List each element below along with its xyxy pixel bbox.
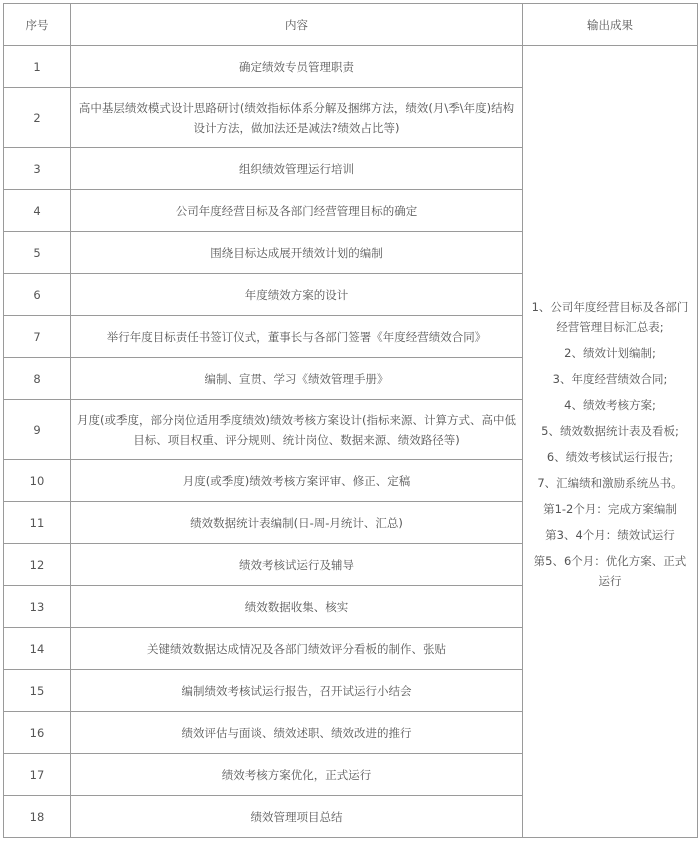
table-row	[4, 46, 698, 88]
row-number: 6	[4, 274, 71, 316]
row-content: 月度(或季度，部分岗位适用季度绩效)绩效考核方案设计(指标来源、计算方式、高中低目标、项目权重、评分规则、统计岗位、数据来源、绩效路径等)	[71, 400, 523, 460]
row-number: 9	[4, 400, 71, 460]
row-content: 编制绩效考核试运行报告，召开试运行小结会	[71, 670, 523, 712]
row-number: 16	[4, 712, 71, 754]
row-content: 编制、宣贯、学习《绩效管理手册》	[71, 358, 523, 400]
row-number: 12	[4, 544, 71, 586]
row-number: 8	[4, 358, 71, 400]
row-number: 18	[4, 796, 71, 838]
table-header-row	[4, 4, 698, 46]
row-number: 4	[4, 190, 71, 232]
row-content: 绩效管理项目总结	[71, 796, 523, 838]
output-line: 2、绩效计划编制;	[564, 345, 656, 360]
row-content: 举行年度目标责任书签订仪式，董事长与各部门签署《年度经营绩效合同》	[71, 316, 523, 358]
header-no: 序号	[4, 4, 71, 46]
output-line: 5、绩效数据统计表及看板;	[541, 423, 679, 438]
row-number: 3	[4, 148, 71, 190]
row-number: 17	[4, 754, 71, 796]
row-content: 公司年度经营目标及各部门经营管理目标的确定	[71, 190, 523, 232]
row-number: 15	[4, 670, 71, 712]
output-line: 7、汇编绩和激励系统丛书。	[537, 475, 683, 490]
row-content: 绩效评估与面谈、绩效述职、绩效改进的推行	[71, 712, 523, 754]
row-number: 11	[4, 502, 71, 544]
row-content: 绩效考核方案优化，正式运行	[71, 754, 523, 796]
output-line: 1、公司年度经营目标及各部门经营管理目标汇总表;	[531, 299, 689, 334]
output-results-cell	[523, 46, 698, 838]
row-number: 14	[4, 628, 71, 670]
row-content: 关键绩效数据达成情况及各部门绩效评分看板的制作、张贴	[71, 628, 523, 670]
row-content: 绩效数据收集、核实	[71, 586, 523, 628]
row-content: 围绕目标达成展开绩效计划的编制	[71, 232, 523, 274]
row-number: 5	[4, 232, 71, 274]
output-line: 3、年度经营绩效合同;	[552, 371, 668, 386]
output-line: 4、绩效考核方案;	[564, 397, 656, 412]
row-content: 月度(或季度)绩效考核方案评审、修正、定稿	[71, 460, 523, 502]
output-line: 第5、6个月：优化方案、正式运行	[533, 553, 687, 588]
row-content: 绩效考核试运行及辅导	[71, 544, 523, 586]
header-content: 内容	[71, 4, 523, 46]
row-number: 1	[4, 46, 71, 88]
output-line: 6、绩效考核试运行报告;	[546, 449, 674, 464]
row-content: 年度绩效方案的设计	[71, 274, 523, 316]
row-content: 高中基层绩效模式设计思路研讨(绩效指标体系分解及捆绑方法，绩效(月\季\年度)结构设计方法，做加法还是减法?绩效占比等)	[71, 88, 523, 148]
output-line: 第3、4个月：绩效试运行	[545, 527, 675, 542]
row-content: 组织绩效管理运行培训	[71, 148, 523, 190]
row-number: 10	[4, 460, 71, 502]
row-content: 确定绩效专员管理职责	[71, 46, 523, 88]
output-line: 第1-2个月：完成方案编制	[543, 501, 677, 516]
row-content: 绩效数据统计表编制(日-周-月统计、汇总)	[71, 502, 523, 544]
header-output: 输出成果	[523, 4, 698, 46]
project-plan-table	[3, 3, 698, 838]
row-number: 7	[4, 316, 71, 358]
row-number: 2	[4, 88, 71, 148]
row-number: 13	[4, 586, 71, 628]
